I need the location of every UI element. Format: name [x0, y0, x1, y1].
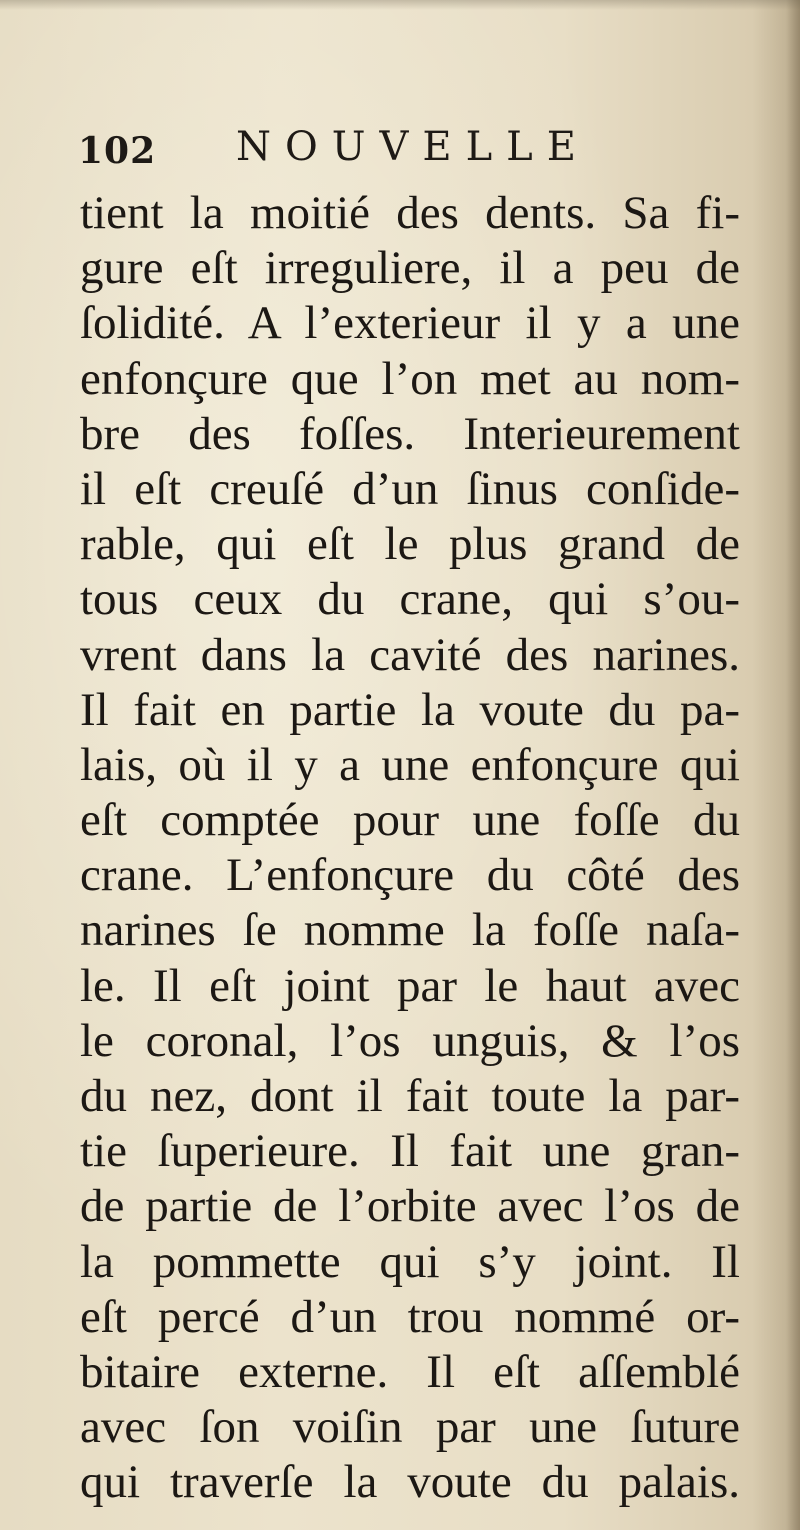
- text-line: tous ceux du crane, qui s’ou-: [80, 573, 740, 626]
- text-line: crane. L’enfonçure du côté des: [80, 849, 740, 902]
- text-line: tie ſuperieure. Il fait une gran-: [80, 1125, 740, 1178]
- text-line: avec ſon voiſin par une ſuture: [80, 1401, 740, 1454]
- text-line: tient la moitié des dents. Sa fi-: [80, 187, 740, 239]
- text-line: lais, où il y a une enfonçure qui: [80, 738, 740, 791]
- text-line: eſt comptée pour une foſſe du: [80, 794, 740, 847]
- text-line: ſolidité. A l’exterieur il y a une: [80, 297, 740, 350]
- body-text: [80, 186, 740, 1511]
- text-line: du nez, dont il fait toute la par-: [80, 1070, 740, 1122]
- text-line: le coronal, l’os unguis, & l’os: [80, 1014, 740, 1067]
- text-line: enfonçure que l’on met au nom-: [80, 352, 740, 405]
- text-line: qui traverſe la voute du palais.: [80, 1456, 740, 1509]
- text-line: rable, qui eſt le plus grand de: [80, 518, 740, 571]
- page-top-shadow: [0, 0, 800, 10]
- text-line: vrent dans la cavité des narines.: [80, 628, 740, 681]
- text-line: il eſt creuſé d’un ſinus conſide-: [80, 462, 740, 515]
- text-line: gure eſt irreguliere, il a peu de: [80, 242, 740, 295]
- text-line: Il fait en partie la voute du pa-: [80, 683, 740, 736]
- running-head-title: NOUVELLE: [236, 124, 590, 170]
- text-line: de partie de l’orbite avec l’os de: [80, 1180, 740, 1233]
- text-line: la pommette qui s’y joint. Il: [80, 1235, 740, 1288]
- text-line: le. Il eſt joint par le haut avec: [80, 959, 740, 1012]
- page-gutter-shadow: [786, 0, 800, 1530]
- text-line: narines ſe nomme la foſſe naſa-: [80, 904, 740, 957]
- text-line: bitaire externe. Il eſt aſſemblé: [80, 1345, 740, 1398]
- text-line: bre des foſſes. Interieurement: [80, 407, 740, 460]
- page-number: 102: [78, 130, 157, 172]
- text-line: eſt percé d’un trou nommé or-: [80, 1290, 740, 1343]
